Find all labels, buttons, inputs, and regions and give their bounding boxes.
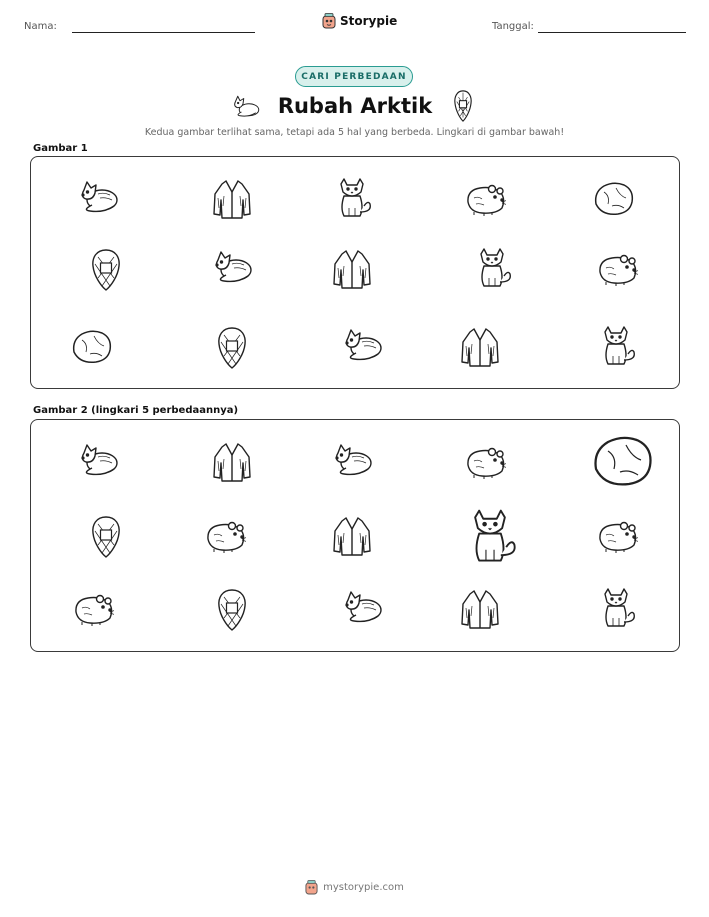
date-line[interactable]	[538, 32, 686, 33]
picture1-panel	[30, 156, 680, 389]
storypie-logo-icon	[305, 880, 318, 895]
name-line[interactable]	[72, 32, 255, 33]
snowshoe-icon	[453, 90, 473, 122]
page-title: Rubah Arktik	[277, 94, 433, 118]
footer-url: mystorypie.com	[323, 882, 404, 893]
storypie-logo-icon	[322, 13, 336, 29]
instructions: Kedua gambar terlihat sama, tetapi ada 5 hal yang berbeda. Lingkari di gambar bawah!	[144, 127, 565, 138]
footer	[0, 880, 709, 895]
brand-name: Storypie	[340, 14, 398, 28]
picture2-panel[interactable]	[30, 419, 680, 652]
picture1-label: Gambar 1	[33, 143, 88, 154]
activity-badge: CARI PERBEDAAN	[295, 66, 413, 87]
brand	[322, 13, 397, 29]
picture2-label: Gambar 2 (lingkari 5 perbedaannya)	[33, 405, 239, 416]
name-label: Nama:	[24, 21, 57, 32]
date-label: Tanggal:	[492, 21, 534, 32]
